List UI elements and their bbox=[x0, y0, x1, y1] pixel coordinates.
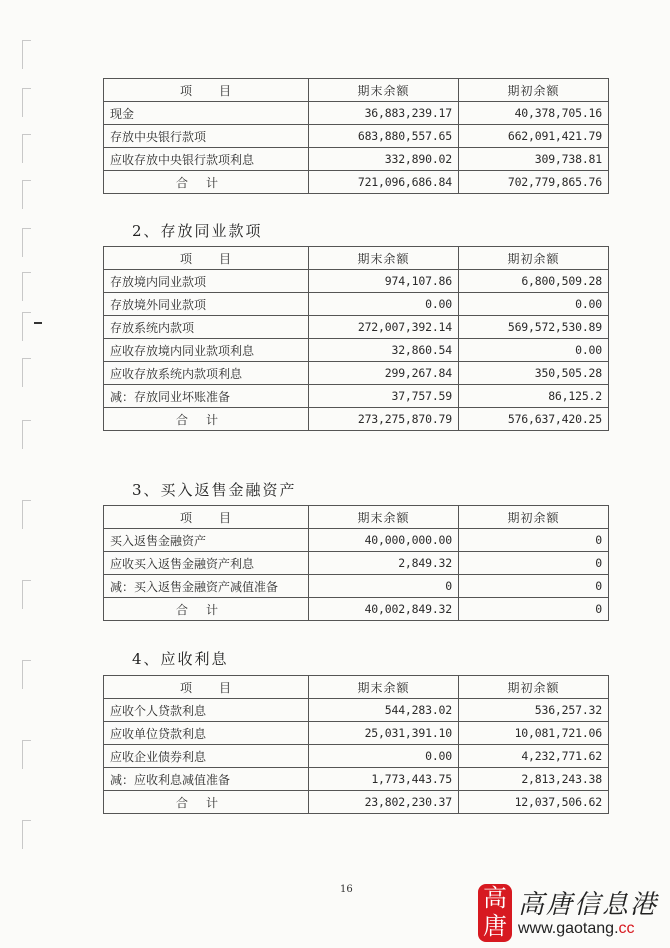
url-tld: cc bbox=[618, 920, 635, 937]
table-header-row bbox=[104, 506, 609, 529]
row-item: 减：应收利息减值准备 bbox=[104, 768, 309, 791]
seal-logo-icon bbox=[478, 884, 512, 942]
total-row bbox=[104, 598, 609, 621]
total-ending: 721,096,686.84 bbox=[309, 171, 459, 194]
total-ending: 23,802,230.37 bbox=[309, 791, 459, 814]
row-ending: 2,849.32 bbox=[309, 552, 459, 575]
header-opening-balance: 期初余额 bbox=[459, 79, 609, 102]
table-header-row bbox=[104, 79, 609, 102]
header-item: 项 目 bbox=[104, 676, 309, 699]
row-ending: 1,773,443.75 bbox=[309, 768, 459, 791]
row-item: 应收存放系统内款项利息 bbox=[104, 362, 309, 385]
table-row bbox=[104, 339, 609, 362]
row-item: 应收存放中央银行款项利息 bbox=[104, 148, 309, 171]
table-row bbox=[104, 102, 609, 125]
row-item: 应收个人贷款利息 bbox=[104, 699, 309, 722]
section-title-interest-receivable: 4、应收利息 bbox=[132, 650, 229, 668]
row-item: 买入返售金融资产 bbox=[104, 529, 309, 552]
row-item: 存放境内同业款项 bbox=[104, 270, 309, 293]
row-ending: 683,880,557.65 bbox=[309, 125, 459, 148]
total-label: 合计 bbox=[104, 791, 309, 814]
table-row bbox=[104, 293, 609, 316]
section-title-reverse-repo: 3、买入返售金融资产 bbox=[132, 481, 297, 499]
table-interbank-deposits bbox=[103, 246, 609, 431]
row-ending: 36,883,239.17 bbox=[309, 102, 459, 125]
table-row bbox=[104, 745, 609, 768]
header-item: 项 目 bbox=[104, 79, 309, 102]
row-item: 现金 bbox=[104, 102, 309, 125]
table-row bbox=[104, 316, 609, 339]
row-ending: 32,860.54 bbox=[309, 339, 459, 362]
row-opening: 86,125.2 bbox=[459, 385, 609, 408]
row-opening: 0.00 bbox=[459, 339, 609, 362]
total-label: 合计 bbox=[104, 598, 309, 621]
total-ending: 40,002,849.32 bbox=[309, 598, 459, 621]
row-opening: 662,091,421.79 bbox=[459, 125, 609, 148]
row-ending: 299,267.84 bbox=[309, 362, 459, 385]
table-row bbox=[104, 768, 609, 791]
table-row bbox=[104, 270, 609, 293]
row-item: 应收单位贷款利息 bbox=[104, 722, 309, 745]
header-ending-balance: 期末余额 bbox=[309, 79, 459, 102]
row-opening: 0 bbox=[459, 552, 609, 575]
page-number: 16 bbox=[340, 884, 353, 895]
total-ending: 273,275,870.79 bbox=[309, 408, 459, 431]
total-row bbox=[104, 171, 609, 194]
table-row bbox=[104, 552, 609, 575]
url-main: www.gaotang. bbox=[518, 920, 619, 937]
row-opening: 0 bbox=[459, 529, 609, 552]
table-interest-receivable bbox=[103, 675, 609, 814]
row-ending: 272,007,392.14 bbox=[309, 316, 459, 339]
row-item: 存放系统内款项 bbox=[104, 316, 309, 339]
total-label: 合计 bbox=[104, 408, 309, 431]
table-row bbox=[104, 125, 609, 148]
header-opening-balance: 期初余额 bbox=[459, 247, 609, 270]
row-opening: 350,505.28 bbox=[459, 362, 609, 385]
row-opening: 0 bbox=[459, 575, 609, 598]
table-reverse-repo bbox=[103, 505, 609, 621]
row-opening: 536,257.32 bbox=[459, 699, 609, 722]
total-label: 合计 bbox=[104, 171, 309, 194]
row-opening: 6,800,509.28 bbox=[459, 270, 609, 293]
table-row bbox=[104, 148, 609, 171]
header-opening-balance: 期初余额 bbox=[459, 676, 609, 699]
row-item: 应收买入返售金融资产利息 bbox=[104, 552, 309, 575]
table-row bbox=[104, 385, 609, 408]
watermark-logo bbox=[478, 884, 668, 944]
row-ending: 40,000,000.00 bbox=[309, 529, 459, 552]
table-row bbox=[104, 529, 609, 552]
total-row bbox=[104, 791, 609, 814]
table-row bbox=[104, 722, 609, 745]
section-title-interbank-deposits: 2、存放同业款项 bbox=[132, 222, 263, 240]
row-ending: 25,031,391.10 bbox=[309, 722, 459, 745]
total-row bbox=[104, 408, 609, 431]
row-ending: 0.00 bbox=[309, 745, 459, 768]
seal-char-top: 高 bbox=[483, 884, 507, 912]
row-opening: 10,081,721.06 bbox=[459, 722, 609, 745]
row-item: 存放境外同业款项 bbox=[104, 293, 309, 316]
table-central-bank-deposits bbox=[103, 78, 609, 194]
table-row bbox=[104, 699, 609, 722]
row-opening: 2,813,243.38 bbox=[459, 768, 609, 791]
total-opening: 0 bbox=[459, 598, 609, 621]
header-item: 项 目 bbox=[104, 506, 309, 529]
table-header-row bbox=[104, 247, 609, 270]
brand-name: 高唐信息港 bbox=[518, 890, 659, 920]
row-ending: 332,890.02 bbox=[309, 148, 459, 171]
row-opening: 40,378,705.16 bbox=[459, 102, 609, 125]
total-opening: 702,779,865.76 bbox=[459, 171, 609, 194]
header-ending-balance: 期末余额 bbox=[309, 247, 459, 270]
total-opening: 12,037,506.62 bbox=[459, 791, 609, 814]
row-item: 存放中央银行款项 bbox=[104, 125, 309, 148]
scan-margin-marks bbox=[22, 0, 36, 948]
table-header-row bbox=[104, 676, 609, 699]
row-item: 减：存放同业坏账准备 bbox=[104, 385, 309, 408]
row-opening: 0.00 bbox=[459, 293, 609, 316]
table-row bbox=[104, 575, 609, 598]
header-ending-balance: 期末余额 bbox=[309, 506, 459, 529]
header-item: 项 目 bbox=[104, 247, 309, 270]
row-ending: 544,283.02 bbox=[309, 699, 459, 722]
row-item: 减：买入返售金融资产减值准备 bbox=[104, 575, 309, 598]
row-ending: 0 bbox=[309, 575, 459, 598]
table-row bbox=[104, 362, 609, 385]
row-opening: 569,572,530.89 bbox=[459, 316, 609, 339]
header-opening-balance: 期初余额 bbox=[459, 506, 609, 529]
row-item: 应收企业债券利息 bbox=[104, 745, 309, 768]
total-opening: 576,637,420.25 bbox=[459, 408, 609, 431]
row-ending: 974,107.86 bbox=[309, 270, 459, 293]
row-item: 应收存放境内同业款项利息 bbox=[104, 339, 309, 362]
row-ending: 0.00 bbox=[309, 293, 459, 316]
row-ending: 37,757.59 bbox=[309, 385, 459, 408]
row-opening: 4,232,771.62 bbox=[459, 745, 609, 768]
row-opening: 309,738.81 bbox=[459, 148, 609, 171]
seal-char-bottom: 唐 bbox=[483, 912, 507, 940]
brand-url bbox=[518, 920, 635, 938]
header-ending-balance: 期末余额 bbox=[309, 676, 459, 699]
